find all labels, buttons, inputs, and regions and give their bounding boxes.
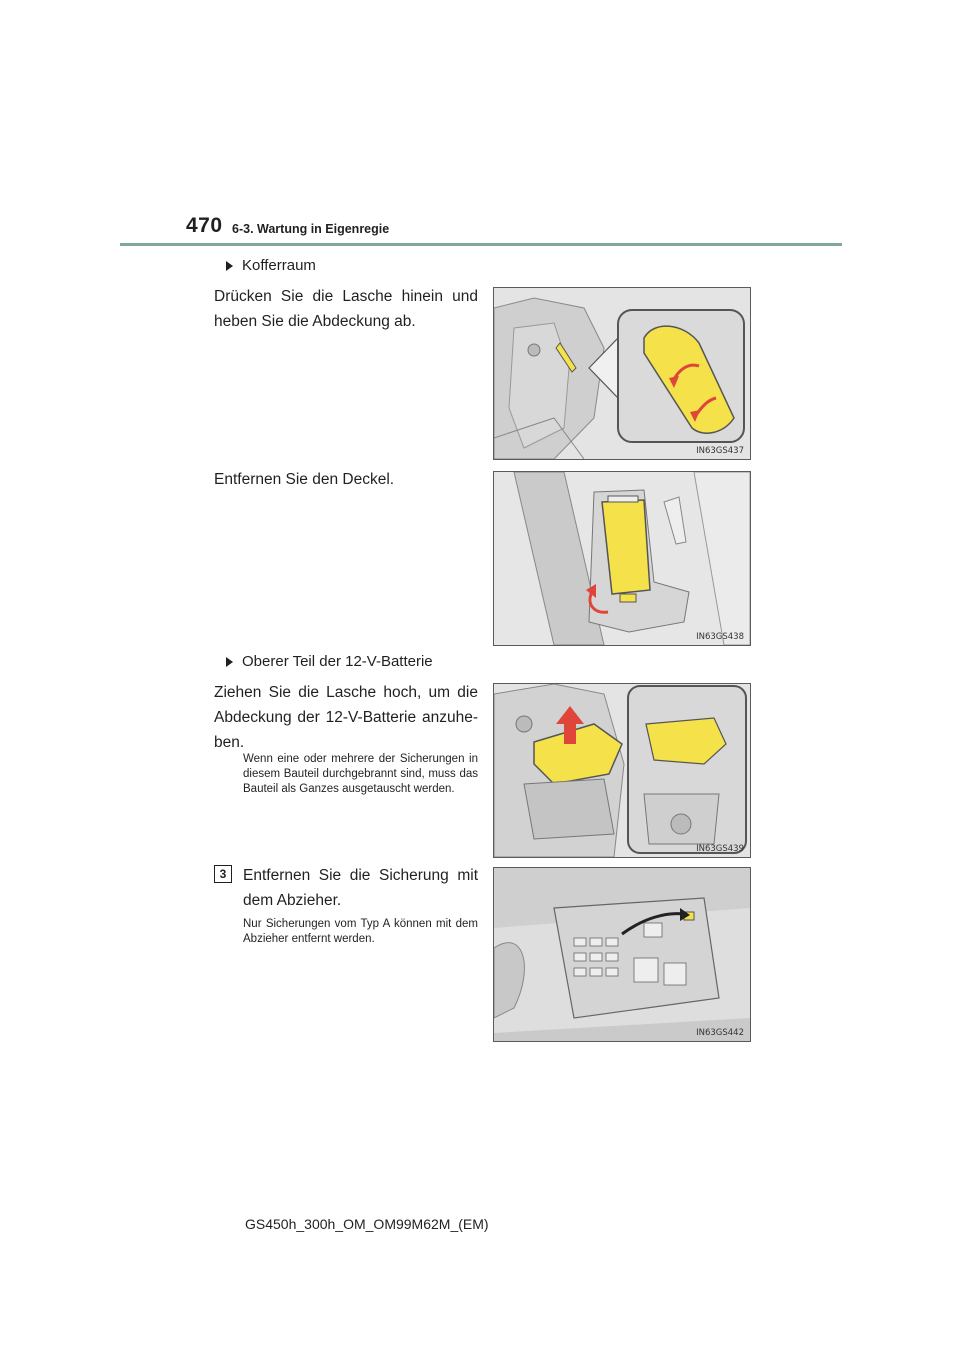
bullet-triangle-icon: [226, 261, 233, 271]
header-rule: [120, 243, 842, 246]
figure-battery-cover: [493, 683, 751, 858]
note-replace-part: Wenn eine oder mehrere der Sicherungen in diesem Bauteil durchgebrannt sind, muss das Bauteil als Ganzes ausgetauscht werden.: [243, 753, 478, 795]
figure-remove-lid: [493, 471, 751, 646]
figure-id: IN63GS437: [696, 446, 744, 456]
step3-text: Entfernen Sie die Sicherung mit dem Abzieher.: [243, 867, 478, 909]
note-type-a: Nur Sicherungen vom Typ A können mit dem Abzieher entfernt werden.: [243, 918, 478, 945]
battery-heading: [226, 653, 433, 670]
battery-heading-label: Oberer Teil der 12-V-Batterie: [242, 653, 433, 670]
figure-id: IN63GS438: [696, 632, 744, 642]
section-title: 6-3. Wartung in Eigenregie: [232, 222, 390, 236]
step-press-tab: Drücken Sie die Lasche hinein und heben Sie die Abdeckung ab.: [214, 288, 478, 330]
step-number-badge: 3: [214, 865, 232, 883]
step-pull-tab: Ziehen Sie die Lasche hoch, um die Abdeckung der 12-V-Batterie anzuheben.: [214, 684, 478, 751]
page-number: 470: [186, 214, 223, 237]
figure-id: IN63GS439: [696, 844, 744, 854]
figure-id: IN63GS442: [696, 1028, 744, 1038]
document-code: GS450h_300h_OM_OM99M62M_(EM): [245, 1216, 489, 1232]
bullet-triangle-icon: [226, 657, 233, 667]
trunk-heading: [226, 257, 316, 274]
step-remove-lid: Entfernen Sie den Deckel.: [214, 471, 395, 488]
trunk-heading-label: Kofferraum: [242, 257, 316, 274]
figure-trunk-cover: [493, 287, 751, 460]
figure-fuse-puller: [493, 867, 751, 1042]
